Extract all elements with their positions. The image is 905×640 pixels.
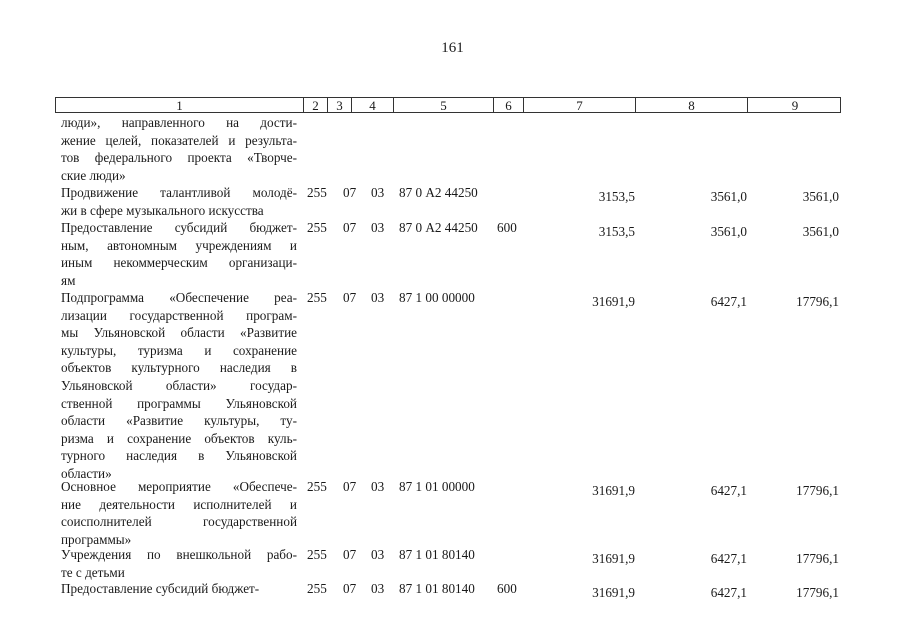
col-9-value: 3561,0 [802,189,839,204]
row-name-line: Подпрограмма «Обеспечение реа- [61,290,297,305]
col-3-value: 07 [343,220,357,235]
row-name-line: лизации государственной програм- [61,307,297,323]
header-col-3: 3 [328,98,352,112]
col-7-value: 31691,9 [592,294,635,309]
col-6-value: 600 [497,220,517,235]
row-name [61,478,297,548]
col-3-value: 07 [343,290,357,305]
col-4-value: 03 [371,581,385,596]
col-5-value: 87 1 01 80140 [399,581,475,596]
row-name-line: те с детьми [61,564,125,580]
col-9-value: 17796,1 [796,294,839,309]
col-8-value: 6427,1 [710,551,747,566]
row-name-line: люди», направленного на дости- [61,115,297,130]
row-name-line: ственной программы Ульяновской [61,395,297,411]
col-4-value: 03 [371,547,385,562]
header-col-2: 2 [304,98,328,112]
col-9-value: 17796,1 [796,585,839,600]
row-name-line: объектов культурного наследия в [61,360,297,376]
col-4-value: 03 [371,479,385,494]
row-name-line: Предоставление субсидий бюджет- [61,220,297,235]
row-name-line: жение целей, показателей и результа- [61,132,297,148]
header-col-4: 4 [352,98,394,112]
col-7-value: 3153,5 [598,189,635,204]
row-name-line: соисполнителей государственной [61,514,297,530]
row-name [61,580,297,598]
col-4-value: 03 [371,220,385,235]
row-name-line: области «Развитие культуры, ту- [61,413,297,429]
row-name-line: Учреждения по внешкольной рабо- [61,547,297,562]
col-8-value: 3561,0 [710,224,747,239]
header-col-8: 8 [636,98,748,112]
col-2-value: 255 [307,290,327,305]
col-2-value: 255 [307,581,327,596]
header-col-7: 7 [524,98,636,112]
row-name-line: Продвижение талантливой молодё- [61,185,297,200]
col-3-value: 07 [343,185,357,200]
col-2-value: 255 [307,185,327,200]
col-5-value: 87 1 01 00000 [399,479,475,494]
row-name-line: Ульяновской области» государ- [61,377,297,393]
row-name-line: мы Ульяновской области «Развитие [61,325,297,341]
row-name-line: жи в сфере музыкального искусства [61,202,264,218]
page-number: 161 [441,40,464,56]
col-5-value: 87 1 01 80140 [399,547,475,562]
row-name-line: области» [61,465,112,481]
row-name-line: ские люди» [61,167,126,183]
col-8-value: 3561,0 [710,189,747,204]
col-2-value: 255 [307,547,327,562]
col-3-value: 07 [343,581,357,596]
col-8-value: 6427,1 [710,483,747,498]
col-5-value: 87 0 А2 44250 [399,220,478,235]
col-6-value: 600 [497,581,517,596]
row-name-line: тов федерального проекта «Творче- [61,150,297,166]
header-col-6: 6 [494,98,524,112]
col-9-value: 17796,1 [796,483,839,498]
row-name-line: ние деятельности исполнителей и [61,496,297,512]
row-name-line: иным некоммерческим организаци- [61,255,297,271]
row-name-line: турного наследия в Ульяновской [61,448,297,464]
row-name-line: культуры, туризма и сохранение [61,342,297,358]
col-9-value: 3561,0 [802,224,839,239]
row-name [61,219,297,289]
col-9-value: 17796,1 [796,551,839,566]
col-7-value: 31691,9 [592,585,635,600]
row-name-line: ям [61,272,76,288]
col-5-value: 87 0 А2 44250 [399,185,478,200]
col-2-value: 255 [307,479,327,494]
col-7-value: 31691,9 [592,551,635,566]
col-8-value: 6427,1 [710,585,747,600]
row-name [61,289,297,483]
row-name [61,114,297,184]
row-name-line: Предоставление субсидий бюджет- [61,581,260,596]
header-col-5: 5 [394,98,494,112]
col-3-value: 07 [343,547,357,562]
row-name-line: ризма и сохранение объектов куль- [61,430,297,446]
row-name [61,184,297,219]
col-7-value: 31691,9 [592,483,635,498]
col-5-value: 87 1 00 00000 [399,290,475,305]
row-name-line: ным, автономным учреждениям и [61,237,297,253]
col-8-value: 6427,1 [710,294,747,309]
header-col-9: 9 [791,98,799,113]
row-name [61,546,297,581]
col-4-value: 03 [371,185,385,200]
col-3-value: 07 [343,479,357,494]
table-header [55,97,841,113]
row-name-line: Основное мероприятие «Обеспече- [61,479,297,494]
header-col-1: 1 [56,98,304,112]
col-4-value: 03 [371,290,385,305]
col-7-value: 3153,5 [598,224,635,239]
col-2-value: 255 [307,220,327,235]
row-name-line: программы» [61,531,132,547]
